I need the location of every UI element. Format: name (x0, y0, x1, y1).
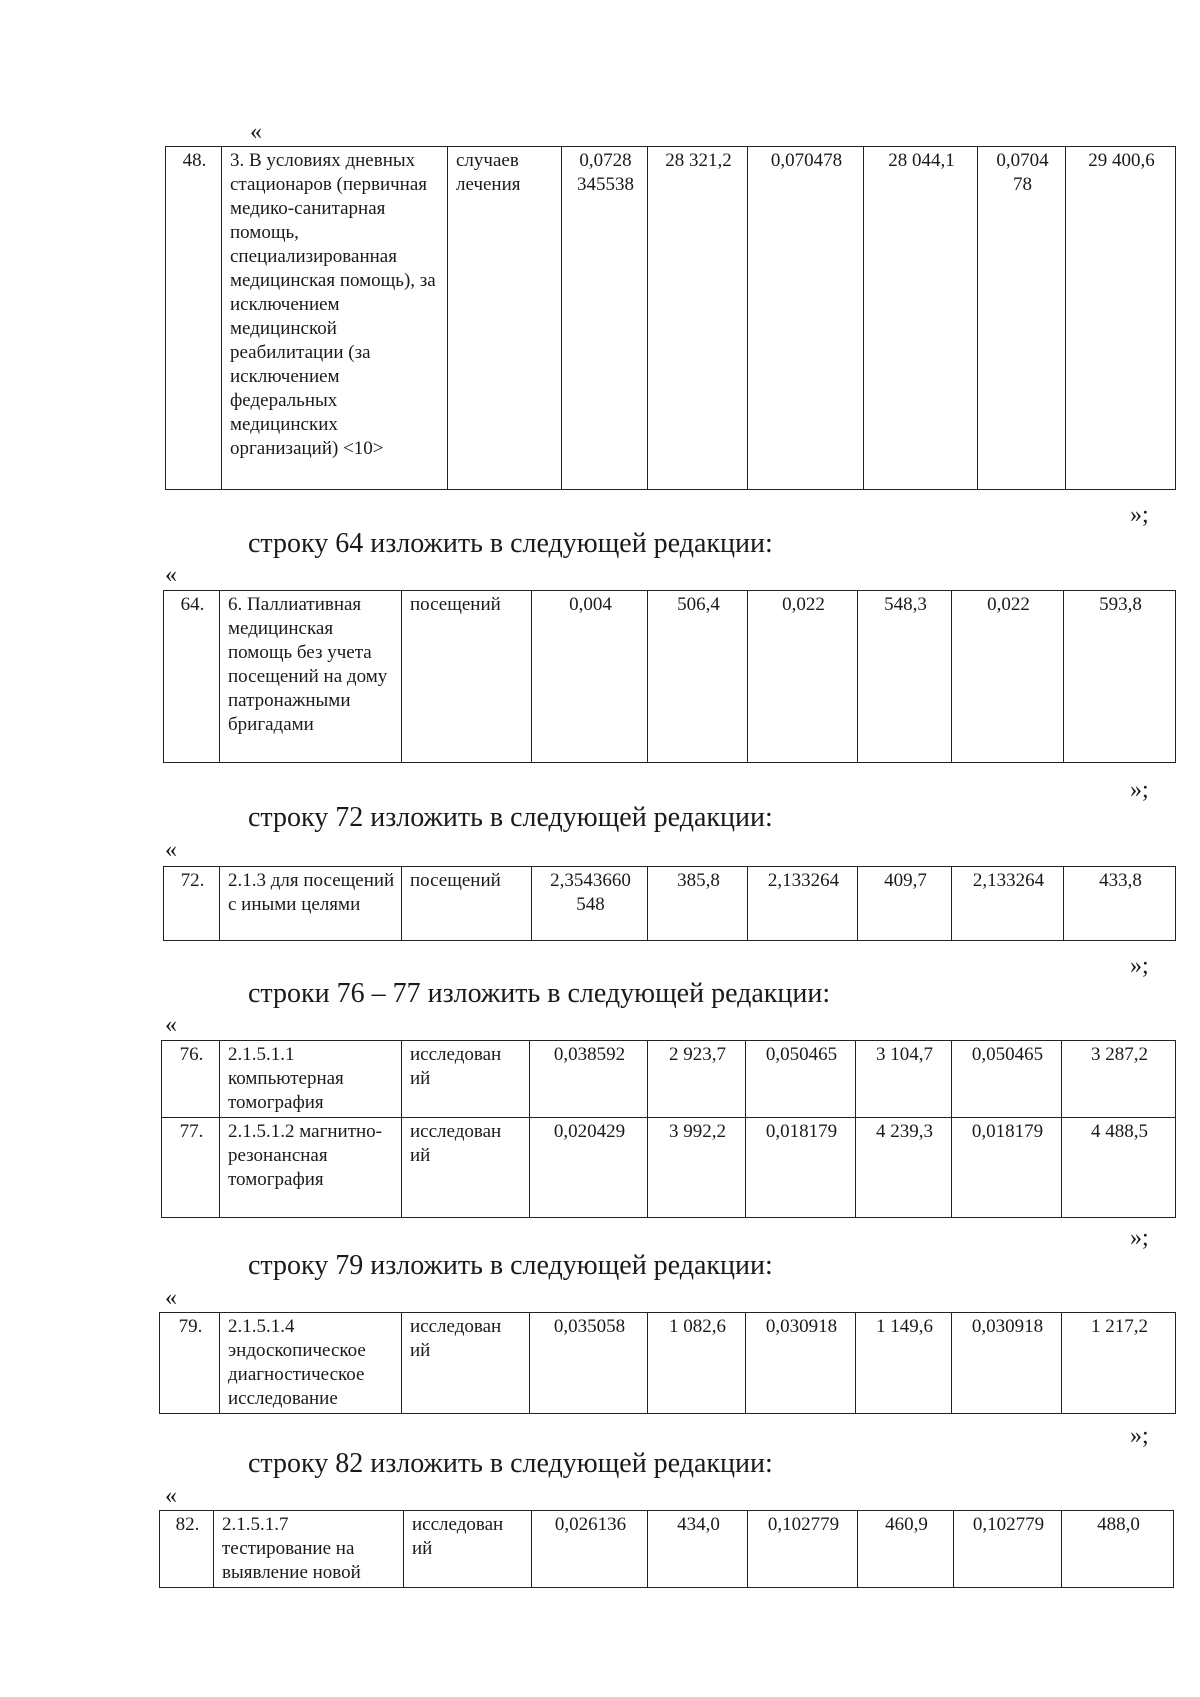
open-quote: « (165, 1285, 177, 1311)
row-value-6: 3 287,2 (1062, 1041, 1176, 1118)
row-value-6: 433,8 (1064, 867, 1176, 941)
row-value-3: 0,022 (748, 591, 858, 763)
row-value-2: 1 082,6 (648, 1313, 746, 1414)
row-value-3: 0,030918 (746, 1313, 856, 1414)
row-number: 48. (166, 147, 222, 490)
row-number: 64. (164, 591, 220, 763)
row-value-2: 2 923,7 (648, 1041, 746, 1118)
table-row (162, 1118, 1176, 1218)
table-row-82 (159, 1510, 1174, 1588)
section-intro: строку 72 изложить в следующей редакции: (248, 802, 773, 833)
section-intro: строку 64 изложить в следующей редакции: (248, 528, 773, 559)
open-quote: « (250, 119, 262, 145)
row-value-1: 0,038592 (530, 1041, 648, 1118)
row-value-1: 0,0728 345538 (562, 147, 648, 490)
row-value-6: 1 217,2 (1062, 1313, 1176, 1414)
row-unit: исследован ий (402, 1118, 530, 1218)
row-value-2: 3 992,2 (648, 1118, 746, 1218)
table-row-64 (163, 590, 1176, 763)
row-unit: случаев лечения (448, 147, 562, 490)
row-value-3: 2,133264 (748, 867, 858, 941)
row-number: 82. (160, 1511, 214, 1588)
row-value-4: 4 239,3 (856, 1118, 952, 1218)
row-value-4: 1 149,6 (856, 1313, 952, 1414)
row-unit: исследован ий (402, 1313, 530, 1414)
row-name: 2.1.5.1.4 эндоскопическое диагностическое исследование (220, 1313, 402, 1414)
table-row (166, 147, 1176, 490)
row-value-1: 0,020429 (530, 1118, 648, 1218)
row-value-5: 0,0704 78 (978, 147, 1066, 490)
row-number: 77. (162, 1118, 220, 1218)
row-name: 2.1.5.1.7 тестирование на выявление новой (214, 1511, 404, 1588)
row-value-6: 488,0 (1062, 1511, 1174, 1588)
row-value-5: 0,022 (952, 591, 1064, 763)
row-value-2: 434,0 (648, 1511, 748, 1588)
table-rows-76-77 (161, 1040, 1176, 1218)
row-value-1: 0,004 (532, 591, 648, 763)
row-name: 3. В условиях дневных стационаров (первичная медико-санитарная помощь, специализированная медицинская помощь), за исключением медицинской реабилитации (за исключением федеральных медицинских организаций) <10> (222, 147, 448, 490)
row-value-1: 2,3543660 548 (532, 867, 648, 941)
row-value-2: 506,4 (648, 591, 748, 763)
row-value-5: 0,102779 (954, 1511, 1062, 1588)
row-value-4: 460,9 (858, 1511, 954, 1588)
row-unit: исследован ий (404, 1511, 532, 1588)
table-row-79 (159, 1312, 1176, 1414)
table-row (160, 1313, 1176, 1414)
row-value-4: 548,3 (858, 591, 952, 763)
row-unit: посещений (402, 867, 532, 941)
row-value-2: 385,8 (648, 867, 748, 941)
row-value-4: 3 104,7 (856, 1041, 952, 1118)
open-quote: « (165, 1012, 177, 1038)
row-number: 76. (162, 1041, 220, 1118)
row-value-3: 0,018179 (746, 1118, 856, 1218)
row-number: 72. (164, 867, 220, 941)
row-value-3: 0,102779 (748, 1511, 858, 1588)
row-number: 79. (160, 1313, 220, 1414)
close-quote: »; (1130, 1423, 1149, 1449)
row-value-2: 28 321,2 (648, 147, 748, 490)
close-quote: »; (1130, 1225, 1149, 1251)
open-quote: « (165, 562, 177, 588)
row-name: 6. Паллиативная медицинская помощь без учета посещений на дому патронажными бригадами (220, 591, 402, 763)
row-value-4: 28 044,1 (864, 147, 978, 490)
row-value-6: 4 488,5 (1062, 1118, 1176, 1218)
row-value-5: 0,030918 (952, 1313, 1062, 1414)
close-quote: »; (1130, 953, 1149, 979)
row-value-6: 593,8 (1064, 591, 1176, 763)
table-row-48 (165, 146, 1176, 490)
row-value-1: 0,026136 (532, 1511, 648, 1588)
row-unit: посещений (402, 591, 532, 763)
table-row (164, 591, 1176, 763)
row-name: 2.1.5.1.1 компьютерная томография (220, 1041, 402, 1118)
open-quote: « (165, 1483, 177, 1509)
close-quote: »; (1130, 502, 1149, 528)
table-row (160, 1511, 1174, 1588)
row-unit: исследован ий (402, 1041, 530, 1118)
row-value-3: 0,050465 (746, 1041, 856, 1118)
row-name: 2.1.5.1.2 магнитно-резонансная томография (220, 1118, 402, 1218)
row-name: 2.1.3 для посещений с иными целями (220, 867, 402, 941)
table-row-72 (163, 866, 1176, 941)
row-value-5: 2,133264 (952, 867, 1064, 941)
section-intro: строки 76 – 77 изложить в следующей редакции: (248, 978, 831, 1009)
row-value-5: 0,018179 (952, 1118, 1062, 1218)
open-quote: « (165, 837, 177, 863)
row-value-3: 0,070478 (748, 147, 864, 490)
section-intro: строку 79 изложить в следующей редакции: (248, 1250, 773, 1281)
row-value-1: 0,035058 (530, 1313, 648, 1414)
row-value-5: 0,050465 (952, 1041, 1062, 1118)
table-row (162, 1041, 1176, 1118)
table-row (164, 867, 1176, 941)
row-value-6: 29 400,6 (1066, 147, 1176, 490)
close-quote: »; (1130, 777, 1149, 803)
section-intro: строку 82 изложить в следующей редакции: (248, 1448, 773, 1479)
row-value-4: 409,7 (858, 867, 952, 941)
